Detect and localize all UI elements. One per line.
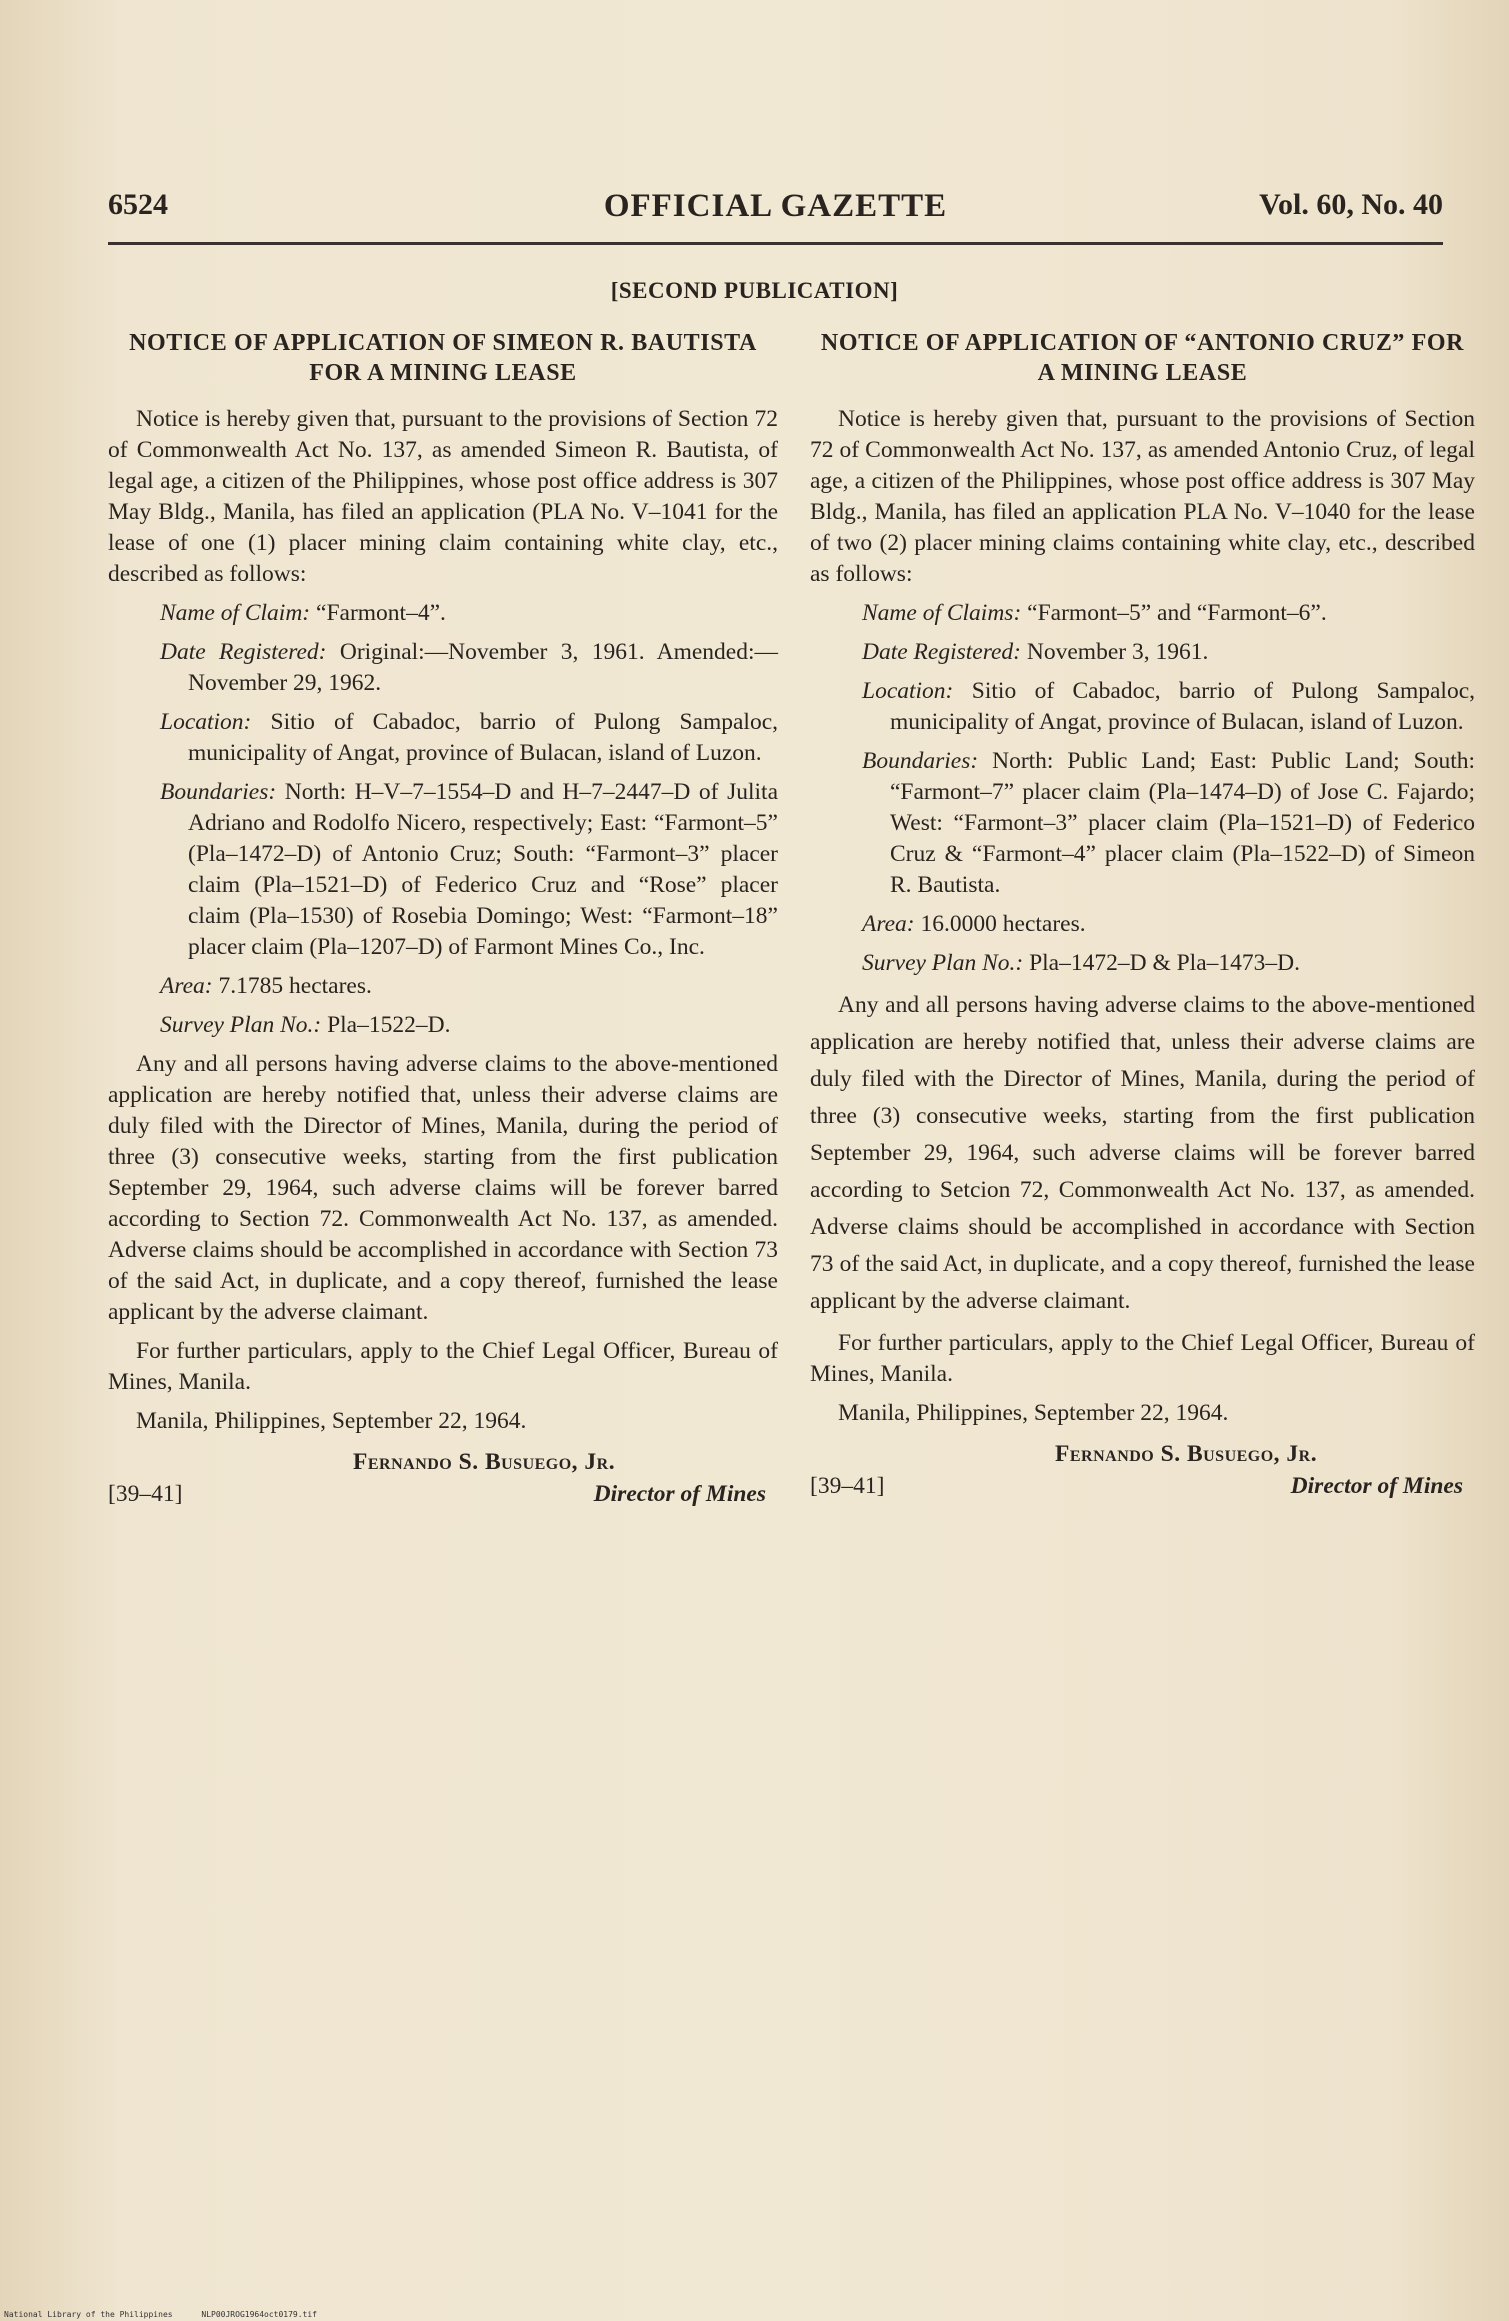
notice-body: Any and all persons having adverse claims to the above-mentioned application are hereby notified that, unless their adverse claims are duly filed with the Director of Mines, Manila, during the period of three (3) consecutive weeks, starting from the first publication September 29, 1964, such adverse claims will be forever barred according to Section 72. Commonwealth Act No. 137, as amended. Adverse claims should be accomplished in accordance with Section 73 of the said Act, in duplicate, and a copy thereof, furnished the lease applicant by the adverse claimant. xyxy=(108,1051,778,1325)
signatory-name: Fernando S. Busuego, Jr. xyxy=(353,1449,616,1475)
notice-right xyxy=(810,328,1475,1501)
field-value: 16.0000 hectares. xyxy=(920,911,1086,937)
scan-footer xyxy=(4,2310,341,2319)
field-boundaries xyxy=(108,777,778,963)
field-name-of-claims xyxy=(810,598,1475,629)
field-label: Location: xyxy=(160,709,252,735)
field-location xyxy=(810,676,1475,738)
field-label: Survey Plan No.: xyxy=(862,950,1024,976)
field-label: Date Registered: xyxy=(160,639,327,665)
issue-ref: [39–41] xyxy=(810,1473,885,1499)
field-location xyxy=(108,707,778,769)
field-label: Date Registered: xyxy=(862,639,1022,665)
signatory-title: Director of Mines xyxy=(1290,1473,1463,1499)
signatory-title: Director of Mines xyxy=(593,1481,766,1507)
notice-intro: Notice is hereby given that, pursuant to the provisions of Section 72 of Commonwealth Act No. 137, as amended Antonio Cruz, of legal age, a citizen of the Philippines, whose post office address is 307 May Bldg., Manila, has filed an application PLA No. V–1040 for the lease of two (2) placer mining claims containing white clay, etc., described as follows: xyxy=(810,406,1475,587)
field-label: Area: xyxy=(862,911,915,937)
field-label: Location: xyxy=(862,678,954,704)
notice-left xyxy=(108,328,778,1509)
signature-block xyxy=(108,1445,778,1509)
field-value: North: H–V–7–1554–D and H–7–2447–D of Julita Adriano and Rodolfo Nicero, respectively; East: “Farmont–5” (Pla–1472–D) of Antonio Cruz; South: “Farmont–3” placer claim (Pla–1521–D) of Federico Cruz and “Rose” placer claim (Pla–1530) of Rosebia Domingo; West: “Farmont–18” placer claim (Pla–1207–D) of Farmont Mines Co., Inc. xyxy=(188,779,778,960)
publication-title: OFFICIAL GAZETTE xyxy=(603,188,948,224)
field-value: North: Public Land; East: Public Land; South: “Farmont–7” placer claim (Pla–1474–D) of Jose C. Fajardo; West: “Farmont–3” placer claim (Pla–1521–D) of Federico Cruz & “Farmont–4” placer claim (Pla–1522–D) of Simeon R. Bautista. xyxy=(890,748,1475,898)
field-value: Sitio of Cabadoc, barrio of Pulong Sampaloc, municipality of Angat, province of Bulacan, island of Luzon. xyxy=(890,678,1476,735)
field-value: Sitio of Cabadoc, barrio of Pulong Sampaloc, municipality of Angat, province of Bulacan, island of Luzon. xyxy=(188,709,779,766)
page-header xyxy=(108,188,1443,228)
field-label: Name of Claim: xyxy=(160,600,311,626)
field-value: Original:—November 3, 1961. Amended:—November 29, 1962. xyxy=(188,639,779,696)
file-name: NLP00JROG1964oct0179.tif xyxy=(201,2310,317,2319)
notice-dateline: Manila, Philippines, September 22, 1964. xyxy=(136,1408,527,1434)
field-value: Pla–1472–D & Pla–1473–D. xyxy=(1029,950,1300,976)
notice-intro: Notice is hereby given that, pursuant to the provisions of Section 72 of Commonwealth Act No. 137, as amended Simeon R. Bautista, of legal age, a citizen of the Philippines, whose post office address is 307 May Bldg., Manila, has filed an application (PLA No. V–1041 for the lease of one (1) placer mining claim containing white clay, etc., described as follows: xyxy=(108,406,778,587)
field-label: Area: xyxy=(160,973,213,999)
field-value: Pla–1522–D. xyxy=(327,1012,451,1038)
notice-particulars: For further particulars, apply to the Chief Legal Officer, Bureau of Mines, Manila. xyxy=(810,1330,1475,1387)
field-value: November 3, 1961. xyxy=(1026,639,1209,665)
volume-label: Vol. 60, No. 40 xyxy=(1259,188,1443,221)
notice-title: NOTICE OF APPLICATION OF SIMEON R. BAUTISTA FOR A MINING LEASE xyxy=(129,330,757,386)
field-label: Name of Claims: xyxy=(862,600,1022,626)
notice-body: Any and all persons having adverse claims to the above-mentioned application are hereby notified that, unless their adverse claims are duly filed with the Director of Mines, Manila, during the period of three (3) consecutive weeks, starting from the first publication September 29, 1964, such adverse claims will be forever barred according to Setcion 72, Commonwealth Act No. 137, as amended. Adverse claims should be accomplished in accordance with Section 73 of the said Act, in duplicate, and a copy thereof, furnished the lease applicant by the adverse claimant. xyxy=(810,992,1475,1314)
field-area xyxy=(108,971,778,1002)
field-value: “Farmont–5” and “Farmont–6”. xyxy=(1027,600,1327,626)
field-date-registered xyxy=(108,637,778,699)
field-survey-plan xyxy=(810,948,1475,979)
notice-title: NOTICE OF APPLICATION OF “ANTONIO CRUZ” FOR A MINING LEASE xyxy=(820,330,1465,386)
header-rule xyxy=(108,242,1443,245)
issue-ref: [39–41] xyxy=(108,1481,183,1507)
field-label: Boundaries: xyxy=(160,779,277,805)
field-label: Survey Plan No.: xyxy=(160,1012,322,1038)
field-survey-plan xyxy=(108,1010,778,1041)
field-date-registered xyxy=(810,637,1475,668)
field-name-of-claim xyxy=(108,598,778,629)
field-label: Boundaries: xyxy=(862,748,979,774)
field-value: “Farmont–4”. xyxy=(316,600,446,626)
field-boundaries xyxy=(810,746,1475,901)
notice-particulars: For further particulars, apply to the Chief Legal Officer, Bureau of Mines, Manila. xyxy=(108,1338,778,1395)
signature-block xyxy=(810,1437,1475,1501)
signatory-name: Fernando S. Busuego, Jr. xyxy=(1055,1441,1318,1467)
field-area xyxy=(810,909,1475,940)
notice-dateline: Manila, Philippines, September 22, 1964. xyxy=(838,1400,1229,1426)
field-value: 7.1785 hectares. xyxy=(218,973,372,999)
library-credit: National Library of the Philippines xyxy=(4,2310,173,2319)
publication-tag: [SECOND PUBLICATION] xyxy=(610,278,899,303)
page-number: 6524 xyxy=(108,188,168,221)
